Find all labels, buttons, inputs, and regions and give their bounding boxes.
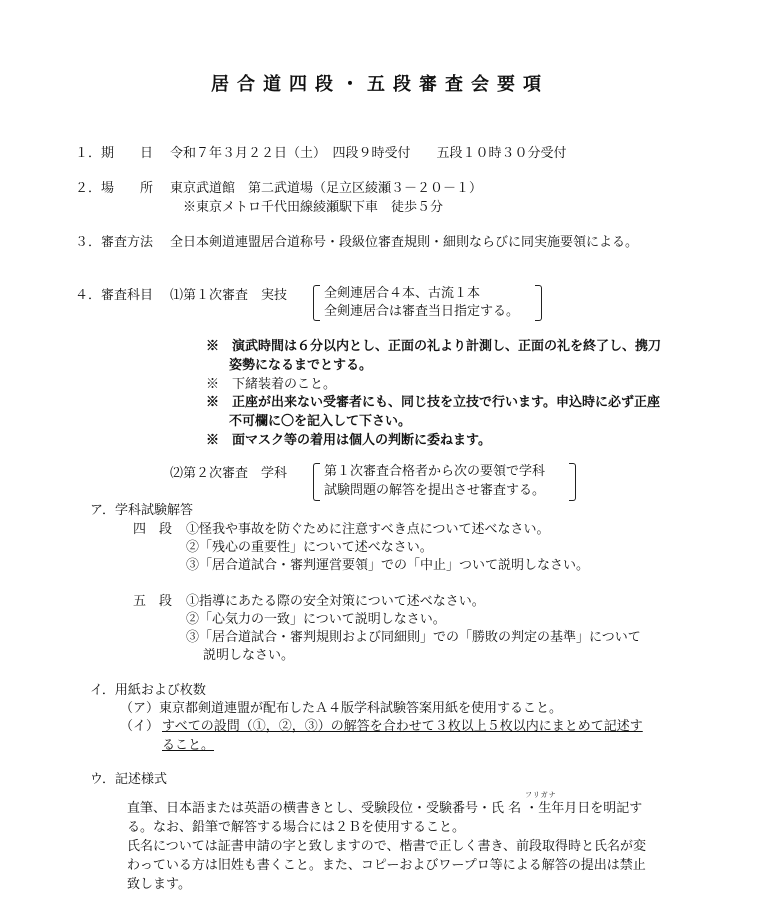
godan-q2: ②「心気力の一致」について説明しなさい。 bbox=[186, 612, 446, 627]
godan-q3-line1: ③「居合道試合・審判規則および同細則」での「勝敗の判定の基準」について bbox=[186, 630, 641, 645]
item1-text: 令和７年３月２２日（土） 四段９時受付 五段１０時３０分受付 bbox=[170, 146, 567, 161]
godan-label: 五 段 bbox=[133, 594, 173, 609]
bracket-left bbox=[313, 285, 320, 321]
note-3-line2: 不可欄に〇を記入して下さい。 bbox=[229, 414, 412, 429]
format-p2-line2: わっている方は旧姓も書くこと。また、コピーおよびワープロ等による解答の提出は禁止 bbox=[127, 858, 646, 873]
note-1-line1: ※ 演武時間は６分以内とし、正面の礼より計測し、正面の礼を終了し、携刀 bbox=[206, 339, 662, 354]
godan-q3-line2: 説明しなさい。 bbox=[203, 648, 295, 663]
yondan-q1: ①怪我や事故を防ぐために注意すべき点について述べなさい。 bbox=[186, 522, 550, 537]
first-exam-line1: 全剣連居合４本、古流１本 bbox=[324, 286, 481, 301]
note-4: ※ 面マスク等の着用は個人の判断に委ねます。 bbox=[206, 433, 491, 448]
item3-label: ３．審査方法 bbox=[75, 235, 154, 250]
first-exam-label: ⑴第１次審査 実技 bbox=[170, 288, 288, 303]
paper-rule-b-label: （イ） bbox=[120, 719, 160, 734]
first-exam-line2: 全剣連居合は審査当日指定する。 bbox=[324, 304, 520, 319]
furigana-ruby: フリガナ bbox=[525, 791, 557, 799]
bracket-left bbox=[313, 463, 320, 501]
second-exam-line1: 第１次審査合格者から次の要領で学科 bbox=[324, 464, 546, 479]
item2-text: 東京武道館 第二武道場（足立区綾瀬３－２０－１） bbox=[170, 181, 483, 196]
item4-label: ４．審査科目 bbox=[75, 288, 154, 303]
note-3-line1: ※ 正座が出来ない受審者にも、同じ技を立技で行います。申込時に必ず正座 bbox=[206, 395, 660, 410]
note-1-line2: 姿勢になるまでとする。 bbox=[229, 358, 373, 373]
yondan-q3: ③「居合道試合・審判運営要領」での「中止」ついて説明しなさい。 bbox=[186, 558, 590, 573]
bracket-right bbox=[535, 285, 542, 321]
section-u-heading: ウ．記述様式 bbox=[90, 772, 167, 787]
yondan-label: 四 段 bbox=[133, 522, 173, 537]
format-p2-line3: 致します。 bbox=[127, 877, 191, 892]
item1-label: １．期 日 bbox=[75, 146, 154, 161]
format-p1-line2: る。なお、鉛筆で解答する場合には２Ｂを使用すること。 bbox=[127, 820, 466, 835]
item2-note: ※東京メトロ千代田線綾瀬駅下車 徒歩５分 bbox=[183, 200, 444, 215]
note-2: ※ 下緒装着のこと。 bbox=[206, 377, 337, 392]
second-exam-label: ⑵第２次審査 学科 bbox=[170, 466, 288, 481]
bracket-right bbox=[569, 463, 576, 501]
paper-rule-b-line2: ること。 bbox=[162, 738, 215, 753]
section-i-heading: イ．用紙および枚数 bbox=[90, 683, 206, 698]
page-title: 居合道四段・五段審査会要項 bbox=[211, 74, 549, 95]
format-p1-line1: 直筆、日本語または英語の横書きとし、受験段位・受験番号・氏 名 ・生年月日を明記す bbox=[127, 801, 643, 816]
item2-label: ２．場 所 bbox=[75, 181, 154, 196]
yondan-q2: ②「残心の重要性」について述べなさい。 bbox=[186, 540, 433, 555]
godan-q1: ①指導にあたる際の安全対策について述べなさい。 bbox=[186, 594, 485, 609]
second-exam-line2: 試験問題の解答を提出させ審査する。 bbox=[324, 483, 546, 498]
section-a-heading: ア．学科試験解答 bbox=[90, 503, 193, 518]
format-p2-line1: 氏名については証書申請の字と致しますので、楷書で正しく書き、前段取得時と氏名が変 bbox=[127, 839, 646, 854]
paper-rule-a: （ア）東京都剣道連盟が配布したＡ４版学科試験答案用紙を使用すること。 bbox=[120, 701, 563, 716]
item3-text: 全日本剣道連盟居合道称号・段級位審査規則・細則ならびに同実施要領による。 bbox=[170, 235, 639, 250]
paper-rule-b-line1: すべての設問（①，②，③）の解答を合わせて３枚以上５枚以内にまとめて記述す bbox=[162, 719, 643, 734]
